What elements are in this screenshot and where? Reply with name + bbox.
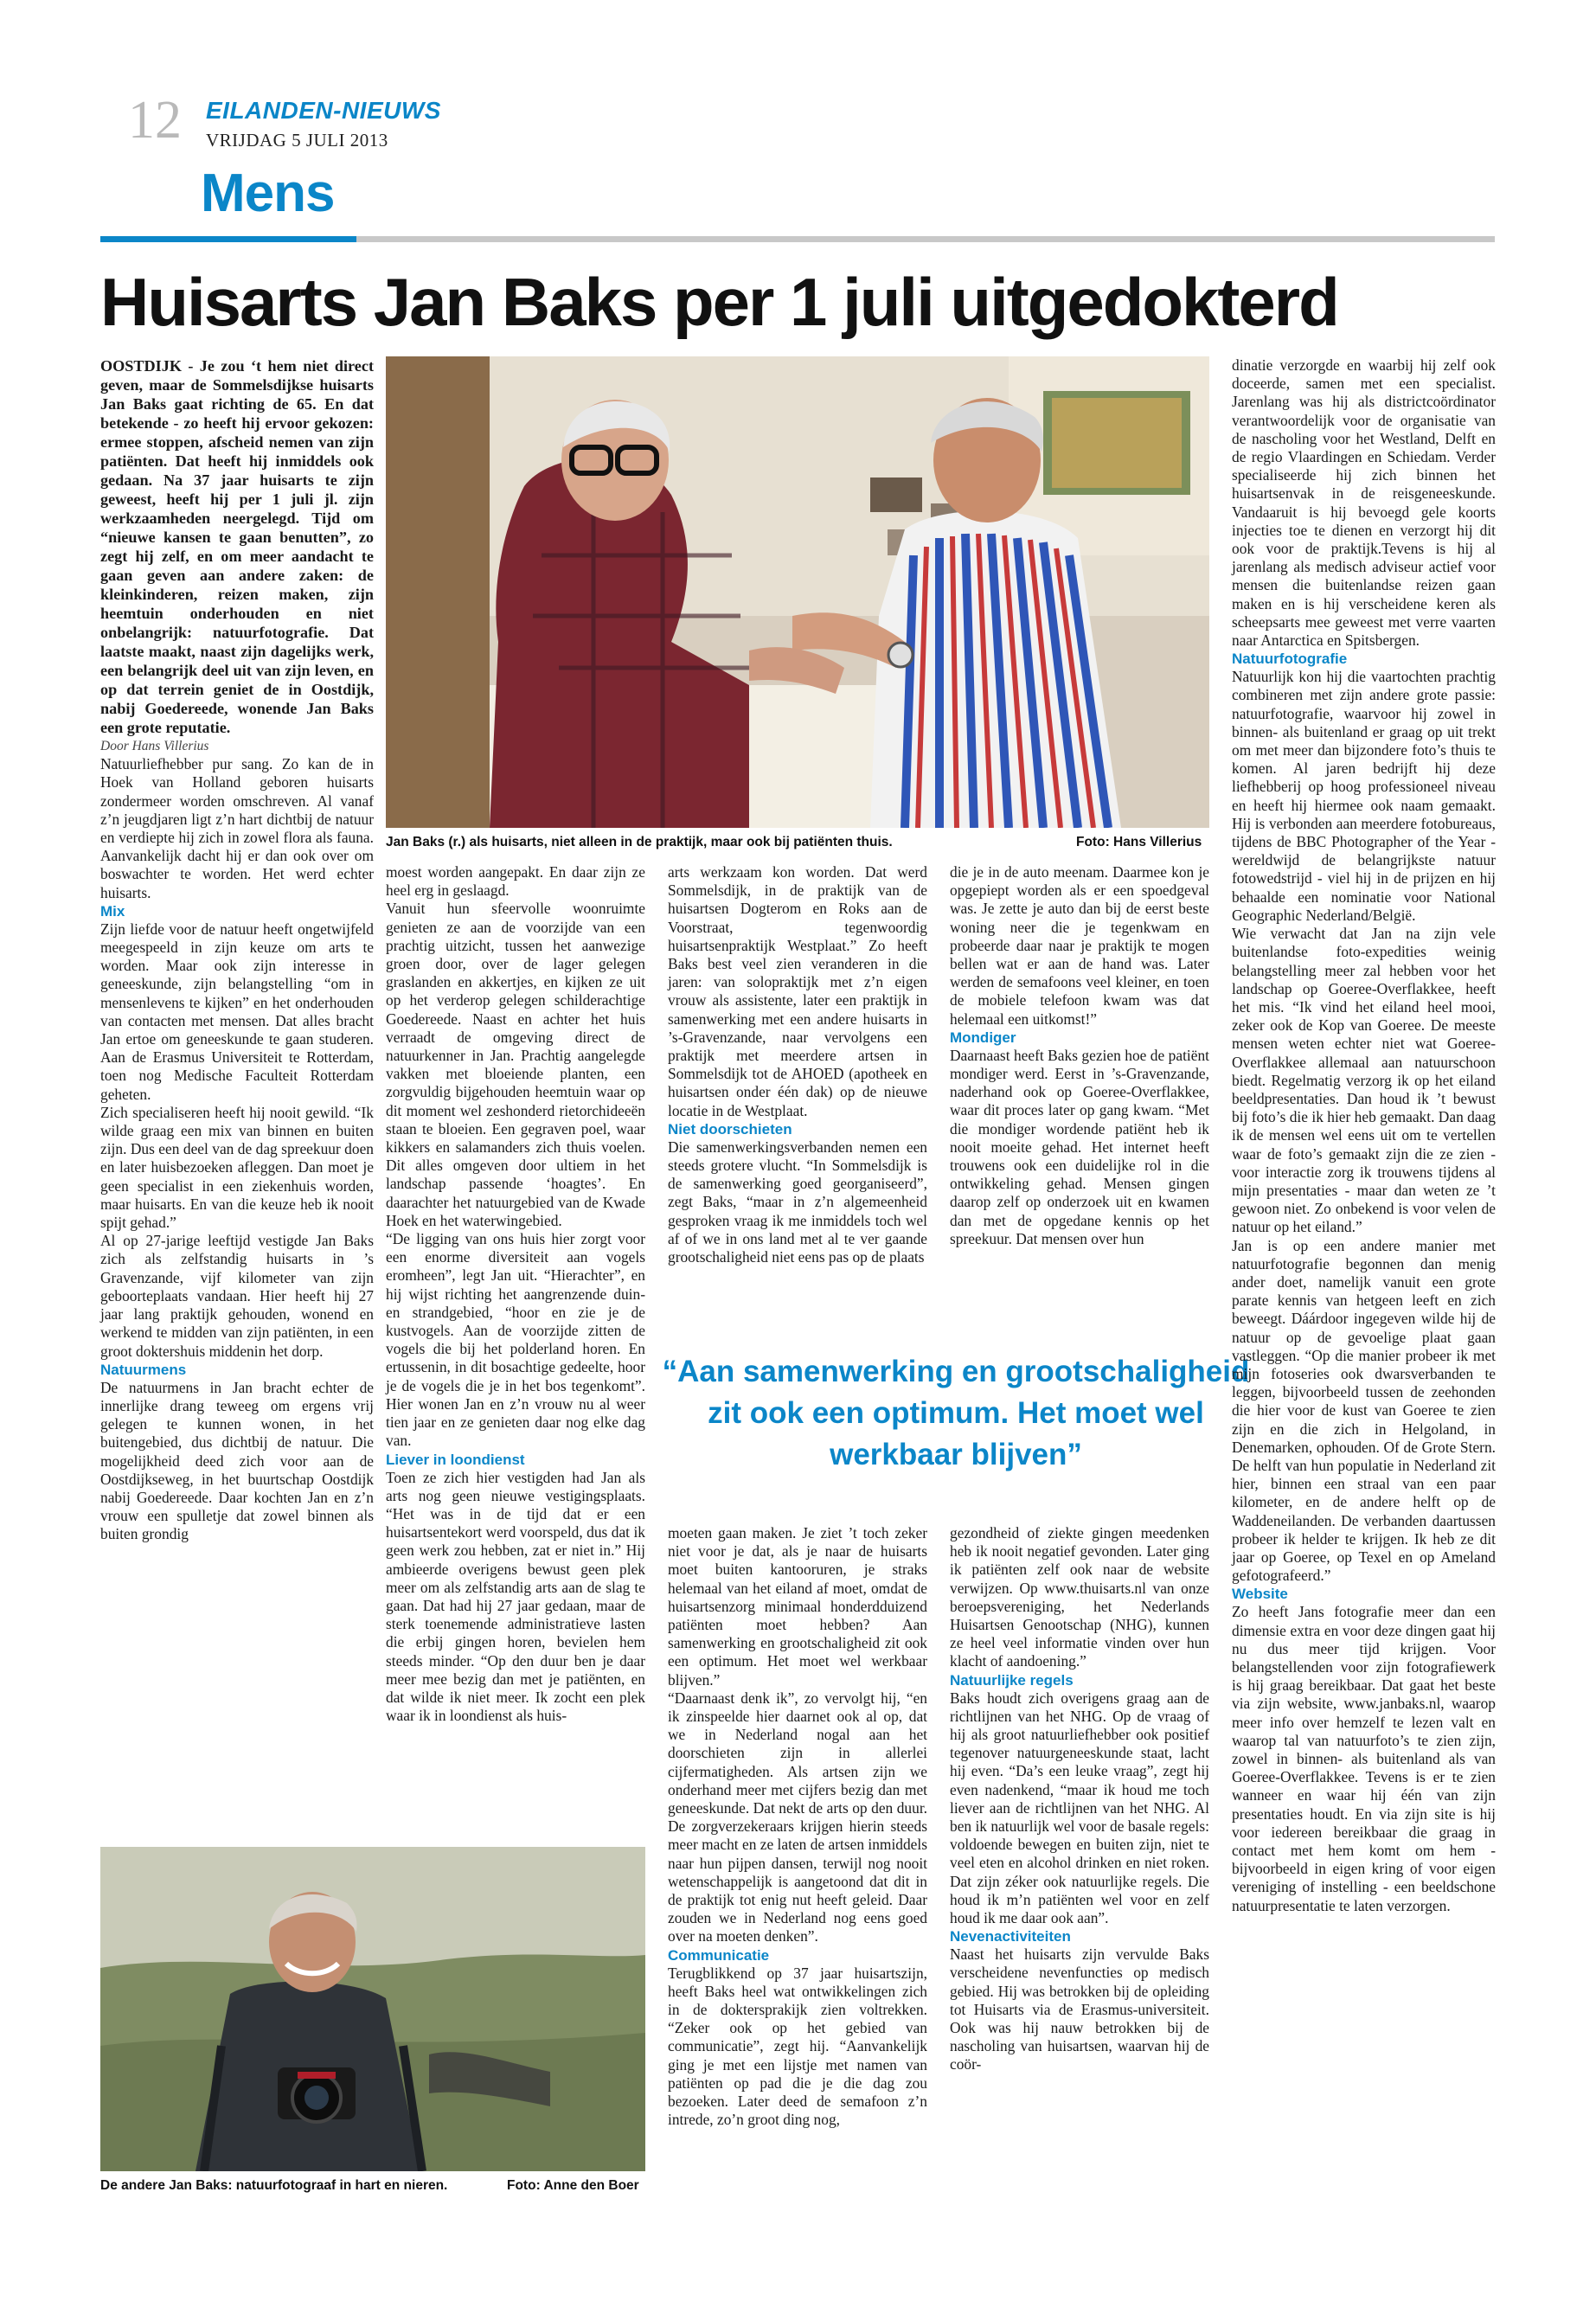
pull-quote: “Aan samenwerking en grootschaligheid zit ook een optimum. Het moet wel werkbaar blijven” xyxy=(662,1355,1250,1471)
subheading: Niet doorschieten xyxy=(668,1120,792,1138)
paragraph: Terugblikkend op 37 jaar huisartszijn, heeft Baks heel wat ontwikkelingen zich in de doktersprakijk zien voltrekken. “Zeker ook op het gebied van communicatie”, zegt hij. “Aanvankelijk ging je met een lijstje met namen van patiënten op pad die je die dag zou bezoeken. Later deed de semafoon z’n intrede, zo’n groot ding nog, xyxy=(668,1964,927,2129)
paragraph: Zo heeft Jans fotografie meer dan een dimensie extra en voor deze dingen gaat hij nu dus meer tijd krijgen. Voor belangstellenden voor zijn fotografiewerk is hij graag bereikbaar. Dat gaat het beste via zijn website, www.janbaks.nl, waarop meer info over hemzelf te lezen valt en waarop tal van natuurfoto’s te zien zijn, zowel in binnen- als buitenland als van Goeree-Overflakkee. Tevens is er te zien wanneer en waar hij één van zijn presentaties houdt. En via zijn site is hij voor iedereen bereikbaar die graag in contact met hem komt om hem - bijvoorbeeld in eigen kring of voor eigen vereniging of instelling - een beeldschone natuurpresentatie te laten verzorgen. xyxy=(1232,1603,1496,1914)
main-photo xyxy=(386,356,1209,828)
paragraph: Die samenwerkingsverbanden nemen een steeds grotere vlucht. “In Sommelsdijk is de samenwerking goed georganiseerd”, zegt Baks, “maar in z’n algemeenheid gesproken vraag ik me inmiddels toch wel af of we in ons land met al te ver gaande grootschaligheid niet eens pas op de plaats xyxy=(668,1138,927,1266)
paragraph: arts werkzaam kon worden. Dat werd Sommelsdijk, in de praktijk van de huisartsen Dogterom en Roks aan de Voorstraat, tegenwoordig huisartsenpraktijk Westplaat.” Zo heeft Baks best veel zien veranderen in die jaren: van solopraktijk met z’n eigen vrouw als assistente, later een praktijk in samenwerking met een andere huisarts in ’s-Gravenzande, naar vervolgens een praktijk met meerdere artsen in Sommelsdijk tot de AHOED (apotheek en huisartsen onder één dak) op de nieuwe locatie in de Westplaat. xyxy=(668,863,927,1119)
subheading: Natuurmens xyxy=(100,1361,187,1378)
column-3-lower xyxy=(668,1524,927,2130)
paragraph: die je in de auto meenam. Daarmee kon je opgepiept worden als er een spoedgeval was. Je zette je auto dan bij de eerst beste woning neer die je tegenkwam en probeerde daar naar je praktijk te mogen bellen wat er aan de hand was. Later werden de semafoons veel kleiner, en toen de mobiele telefoon kwam was dat helemaal een uitkomst!” xyxy=(950,863,1209,1028)
paragraph: moest worden aangepakt. En daar zijn ze heel erg in geslaagd. xyxy=(386,863,645,900)
paragraph: moeten gaan maken. Je ziet ’t toch zeker niet voor je dat, als je naar de huisarts moet buiten kantooruren, je straks helemaal van het eiland af moet, omdat de huisartsenzorg minimaal honderdduizend patiënten moet hebben? Aan samenwerking en grootschaligheid zit ook een optimum. Het moet wel werkbaar blijven.” xyxy=(668,1524,927,1689)
paragraph: Natuurlijk kon hij die vaartochten prachtig combineren met zijn andere grote passie: natuurfotografie, waarvoor hij zowel in binnen- als buitenland er graag op uit trekt om met meer dan bijzondere foto’s thuis te komen. Al jaren bedrijft hij deze liefhebberij op hoog professioneel niveau en heeft hij hiermee ook naam gemaakt. Hij is verbonden aan meerdere fotobureaus, tijdens de BBC Photographer of the Year - wereldwijd de belangrijkste natuur fotowedstrijd - viel hij in de prijzen en hij behaalde een nominatie voor National Geographic Nederland/België. xyxy=(1232,668,1496,924)
second-photo-credit: Foto: Anne den Boer xyxy=(507,2178,639,2193)
subheading: Mondiger xyxy=(950,1029,1016,1046)
paragraph: Vanuit hun sfeervolle woonruimte genieten ze aan de voorzijde van een prachtig uitzicht, tussen het aanwezige groen door, over de lager gelegen graslanden en akkertjes, en kijken ze uit op het verderop gelegen schilderachtige Goedereede. Naast en achter het huis verraadt de omgeving direct de natuurkenner in Jan. Prachtig aangelegde vakken met bloeiende planten, een zorgvuldig bijgehouden heemtuin waar op dit moment wel zeshonderd rietorchideeën staan te bloeien. Een gegraven poel, waar kikkers en salamanders zich thuis voelen. Dit alles omgeven door ultiem in het landschap passende ‘hoagtes’. En daarachter het natuurgebied van de Kwade Hoek en het waterwingebied. xyxy=(386,900,645,1229)
section-rule-accent xyxy=(100,236,356,242)
paragraph: Naast het huisarts zijn vervulde Baks verscheidene nevenfuncties op medisch gebied. Hij was betrokken bij de opleiding tot Huisarts via de Erasmus-universiteit. Ook was hij nauw betrokken bij de nascholing van huisartsen, waarvan hij de coör- xyxy=(950,1945,1209,2073)
section-rule xyxy=(356,236,1495,242)
paragraph: “De ligging van ons huis hier zorgt voor een enorme diversiteit aan vogels eromheen”, legt Jan uit. “Hierachter”, en hij wijst richting het aangrenzende duin- en strandgebied, “hoor en zie je de kustvogels. Aan de voorzijde zitten de vogels die bij het polderland horen. En ertussenin, in dit bosachtige gedeelte, hoor je de vogels die je in het bos tegenkomt”. Hier wonen Jan en z’n vrouw nu al weer tien jaar en ze genieten daar nog elke dag van. xyxy=(386,1230,645,1450)
paragraph: Al op 27-jarige leeftijd vestigde Jan Baks zich als zelfstandig huisarts in ’s Gravenzande, vijf kilometer van zijn geboorteplaats vandaan. Hier heeft hij 27 jaar lang praktijk gehouden, wonend en werkend te midden van zijn patiënten, in een groot doktershuis middenin het dorp. xyxy=(100,1232,374,1360)
newspaper-logo: EILANDEN-NIEUWS xyxy=(206,97,441,124)
paragraph: De natuurmens in Jan bracht echter de innerlijke drang teweeg om ergens vrij gelegen te kunnen wonen, in het buitengebied, dus dichtbij de natuur. Die mogelijkheid deed zich voor aan de Oostdijkseweg, in het buurtschap Oostdijk nabij Goedereede. Daar kochten Jan en z’n vrouw een spulletje dat zowel binnen als buiten grondig xyxy=(100,1378,374,1543)
paragraph: Toen ze zich hier vestigden had Jan als arts nog geen nieuwe vestigingsplaats. “Het was in de tijd dat er een huisartsentekort werd voorspeld, dus dat ik geen werk zou hebben, zat er niet in.” Hij ambieerde overigens bewust geen plek meer om als zelfstandig arts aan de slag te gaan. Dat had hij 27 jaar gedaan, maar de sterk toenemende administratieve lasten die erbij gingen horen, bevielen hem steeds minder. “Op den duur ben je daar meer mee bezig dan met je patiënten, en dat wilde ik niet meer. Ik zocht een plek waar ik in loondienst als huis- xyxy=(386,1468,645,1725)
paragraph: Natuurliefhebber pur sang. Zo kan de in Hoek van Holland geboren huisarts zondermeer worden omschreven. Al vanaf z’n jeugdjaren ligt z’n hart dichtbij de natuur en verdiepte hij zich in zowel flora als fauna. Aanvankelijk dacht hij er dan ook over om boswachter te worden. Het werd echter huisarts. xyxy=(100,755,374,901)
paragraph: Jan is op een andere manier met natuurfotografie begonnen dan menig ander doet, namelijk vanuit een grote parate kennis van hetgeen leeft en zich beweegt. Dáárdoor ingegeven wilde hij de natuur op de gevoelige plaat gaan vastleggen. “Op die manier probeer ik met mijn fotoseries ook dwarsverbanden te leggen, bijvoorbeeld tussen de zeehonden die hier voor de kust van Goeree te zien zijn en die zich in Helgoland, in Denemarken, ophouden. Of de Grote Stern. De helft van hun populatie in Nederland zit hier, binnen een straal van een paar kilometer, en de andere helft op de Waddeneilanden. De verbanden daartussen probeer ik helder te krijgen. Ik heb ze dit jaar op Goeree, op Texel en op Ameland gefotografeerd.” xyxy=(1232,1236,1496,1585)
column-4-upper-text xyxy=(950,863,1209,1248)
main-photo-credit: Foto: Hans Villerius xyxy=(1076,835,1202,849)
subheading: Mix xyxy=(100,902,125,920)
subheading: Communicatie xyxy=(668,1946,770,1964)
paragraph: Wie verwacht dat Jan na zijn vele buitenlandse foto-expedities weinig belangstelling meer zal hebben voor het landschap op Goeree-Overflakkee, heeft het mis. “Ik vind het eiland heel mooi, zeker ook de Kop van Goeree. De meeste mensen weten echter niet wat Goeree-Overflakkee allemaal aan natuurschoon biedt. Regelmatig verzorg ik op het eiland beeldpresentaties. Dan houd ik ’t bewust bij foto’s die ik hier heb gemaakt. Dan daag ik de mensen wel eens uit om te vertellen waar de foto’s gemaakt zijn die ze zien - voor interactie zorg ik trouwens tijdens al mijn presentaties - maar dan weten ze ’t gewoon niet. Zo onbekend is voor velen de natuur op het eiland.” xyxy=(1232,925,1496,1236)
paragraph: Zijn liefde voor de natuur heeft ongetwijfeld meegespeeld in zijn keuze om arts te worden. Maar ook zijn interesse in geneeskunde, zijn belangstelling “om in mensenlevens te kijken” en het onderhouden van contacten met mensen. Dat alles bracht Jan ertoe om geneeskunde te gaan studeren. Aan de Erasmus Universiteit te Rotterdam, toen nog Medische Faculteit Rotterdam geheten. xyxy=(100,920,374,1103)
paragraph: Zich specialiseren heeft hij nooit gewild. “Ik wilde graag een mix van binnen en buiten zijn. Dus een deel van de dag spreekuur doen en later huisbezoeken afleggen. Dan moet je geen specialist in een ziekenhuis worden, maar huisarts. En van die keuze heb ik nooit spijt gehad.” xyxy=(100,1103,374,1232)
column-2 xyxy=(386,863,645,1725)
paragraph: Baks houdt zich overigens graag aan de richtlijnen van het NHG. Op de vraag of hij als groot natuurliefhebber ook positief tegenover natuurgeneeskunde staat, lacht hij even. “Da’s een leuke vraag”, zegt hij even nadenkend, “maar ik houd me toch liever aan de richtlijnen van het NHG. Al ben ik natuurlijk wel voor de basale regels: voldoende bewegen en buiten zijn, niet te veel eten en alcohol drinken en niet roken. Dat zijn zéker ook natuurlijke regels. Die houd ik m’n patiënten wel voor en zelf houd ik me daar ook aan”. xyxy=(950,1689,1209,1927)
paragraph: Daarnaast heeft Baks gezien hoe de patiënt mondiger werd. Eerst in ’s-Gravenzande, naderhand ook op Goeree-Overflakkee, waar dit proces later op gang kwam. “Met die mondiger wordende patiënt heb ik nooit moeite gehad. Het internet heeft trouwens ook een duidelijke rol in die ontwikkeling gehad. Mensen gingen daarop zelf op onderzoek uit en kwamen dan met de opgedane kennis op het spreekuur. Dat mensen over hun xyxy=(950,1046,1209,1247)
subheading: Natuurfotografie xyxy=(1232,651,1348,668)
second-photo-caption: De andere Jan Baks: natuurfotograaf in hart en nieren. xyxy=(100,2178,448,2193)
column-3-upper xyxy=(668,863,927,1266)
subheading: Natuurlijke regels xyxy=(950,1671,1074,1689)
article-lead: OOSTDIJK - Je zou ‘t hem niet direct geven, maar de Sommelsdijkse huisarts Jan Baks gaat richting de 65. En dat betekende - zo heeft hij ervoor gekozen: ermee stoppen, afscheid nemen van zijn patiënten. Dat heeft hij inmiddels ook gedaan. Na 37 jaar huisarts te zijn geweest, heeft hij per 1 juli jl. zijn werkzaamheden neergelegd. Tijd om “nieuwe kansen te gaan benutten”, zo zegt hij zelf, en om meer aandacht te gaan geven aan andere zaken: de kleinkinderen, reizen maken, zijn heemtuin onderhouden en niet onbelangrijk: natuurfotografie. Dat laatste maakt, naast zijn dagelijks werk, een belangrijk deel uit van zijn leven, en op dat terrein geniet de in Oostdijk, nabij Goedereede, wonende Jan Baks een grote reputatie. xyxy=(100,357,374,736)
second-photo xyxy=(100,1847,645,2171)
column-5 xyxy=(1232,356,1496,1915)
publication-date: VRIJDAG 5 JULI 2013 xyxy=(206,130,388,151)
column-4-lower xyxy=(950,1524,1209,2074)
section-title: Mens xyxy=(201,163,335,223)
column-1 xyxy=(100,356,374,1544)
subheading: Website xyxy=(1232,1586,1288,1603)
subheading: Nevenactiviteiten xyxy=(950,1928,1071,1945)
article-headline: Huisarts Jan Baks per 1 juli uitgedokterd xyxy=(100,264,1338,340)
page-number: 12 xyxy=(128,91,182,150)
paragraph: “Daarnaast denk ik”, zo vervolgt hij, “en ik zinspeelde hier daarnet ook al op, dat we in Nederland nogal aan het doorschieten zijn in allerlei cijfermatigheden. Als artsen zijn we onderhand meer met cijfers bezig dan met geneeskunde. Dat nekt de arts op den duur. De zorgverzekeraars krijgen hierin steeds meer macht en ze laten de artsen inmiddels naar hun pijpen dansen, terwijl nog nooit wetenschappelijk is aangetoond dat dit in de praktijk tot enig nut heeft geleid. Daar zouden we in Nederland nog eens goed over na moeten denken”. xyxy=(668,1689,927,1945)
main-photo-caption: Jan Baks (r.) als huisarts, niet alleen in de praktijk, maar ook bij patiënten thuis. xyxy=(386,835,893,849)
subheading: Liever in loondienst xyxy=(386,1451,525,1468)
paragraph: gezondheid of ziekte gingen meedenken heb ik nooit negatief gevonden. Later ging ik patiënten zelf ook naar de website verwijzen. Op www.thuisarts.nl van onze beroepsvereniging, het Nederlands Huisartsen Genootschap (NHG), kunnen ze heel veel informatie vinden over hun klacht of aandoening.” xyxy=(950,1524,1209,1670)
paragraph: dinatie verzorgde en waarbij hij zelf ook doceerde, samen met een specialist. Jarenlang was hij als districtcoördinator verantwoordelijk voor de organisatie van de nascholing voor het Westland, Delft en de regio Vlaardingen en Schiedam. Verder specialiseerde hij zich binnen het huisartsenvak in de reisgeneeskunde. Vandaaruit is hij bevoegd gele koorts injecties toe te dienen en verzorgt hij dit ook voor de praktijk.Tevens is hij al jarenlang als medisch adviseur actief voor mensen die buitenlandse reizen gaan maken en is hij verscheidene keren als scheepsarts mee geweest met verre vaarten naar Antarctica en Spitsbergen. xyxy=(1232,356,1496,650)
byline: Door Hans Villerius xyxy=(100,739,209,753)
